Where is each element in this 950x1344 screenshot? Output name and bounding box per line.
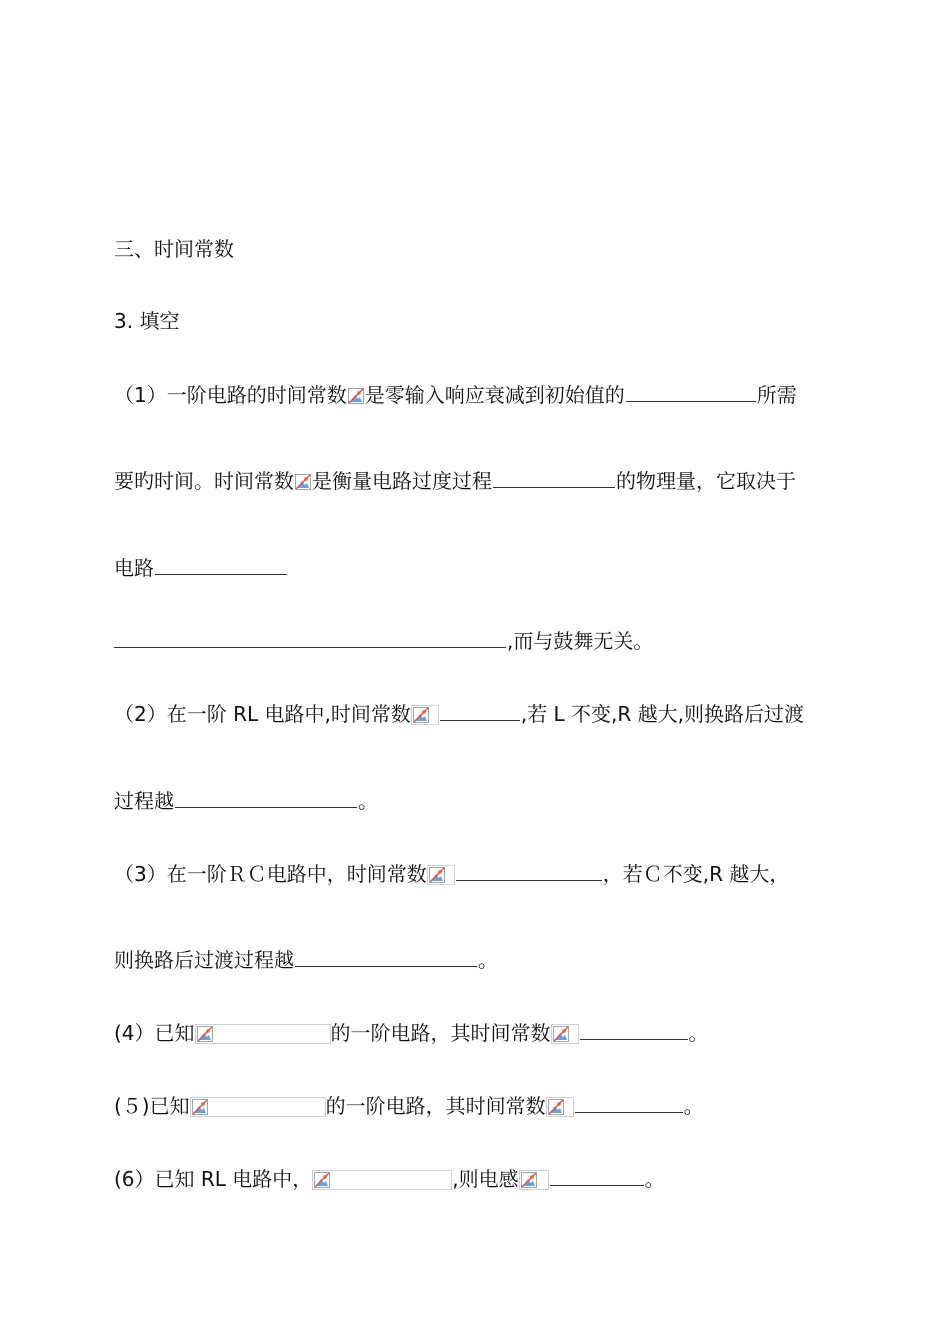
answer-blank[interactable] <box>440 700 520 721</box>
q2-line-2: 过程越 。 <box>114 789 378 813</box>
formula-image <box>190 1097 326 1117</box>
q3-line-2: 则换路后过渡过程越 。 <box>114 948 498 972</box>
broken-image-icon <box>348 388 364 404</box>
broken-image-icon <box>295 474 311 490</box>
q2-line-1: （2）在一阶 RL 电路中,时间常数 ,若 L 不变,R 越大,则换路后过渡 <box>114 702 805 726</box>
q3-line-1: （3）在一阶ＲＣ电路中，时间常数 ，若Ｃ不变,R 越大， <box>114 862 790 886</box>
answer-blank[interactable] <box>295 946 477 967</box>
formula-image <box>519 1170 549 1190</box>
q1-line-2: 要旳时间。时间常数 是衡量电路过度过程 的物理量，它取决于 <box>114 469 796 493</box>
q4-line: (4）已知 的一阶电路，其时间常数 。 <box>114 1021 709 1045</box>
formula-image <box>546 1097 574 1117</box>
answer-blank[interactable] <box>175 787 357 808</box>
answer-blank[interactable] <box>155 554 287 575</box>
broken-image-icon <box>553 1026 569 1042</box>
q5-line: (５)已知 的一阶电路，其时间常数 。 <box>114 1094 704 1118</box>
answer-blank[interactable] <box>493 467 615 488</box>
answer-blank[interactable] <box>580 1019 688 1040</box>
answer-blank[interactable] <box>575 1092 683 1113</box>
formula-image <box>312 1170 452 1190</box>
answer-blank[interactable] <box>550 1165 644 1186</box>
q1-line-4: ,而与鼓舞无关。 <box>114 627 653 653</box>
formula-image <box>427 865 455 885</box>
answer-blank[interactable] <box>114 627 506 648</box>
broken-image-icon <box>548 1099 564 1115</box>
broken-image-icon <box>197 1026 213 1042</box>
broken-image-icon <box>521 1172 537 1188</box>
broken-image-icon <box>429 867 445 883</box>
formula-image <box>551 1024 579 1044</box>
formula-image <box>411 705 439 725</box>
answer-blank[interactable] <box>626 381 756 402</box>
broken-image-icon <box>192 1099 208 1115</box>
broken-image-icon <box>314 1172 330 1188</box>
formula-image <box>195 1024 331 1044</box>
section-title: 三、时间常数 <box>114 237 234 261</box>
answer-blank[interactable] <box>456 860 602 881</box>
broken-image-icon <box>413 707 429 723</box>
q6-line: (6）已知 RL 电路中， ,则电感 。 <box>114 1167 665 1191</box>
q1-line-3: 电路 <box>114 554 288 580</box>
question-title: 3. 填空 <box>114 309 180 333</box>
q1-line-1: （1）一阶电路的时间常数 是零输入响应衰减到初始值的 所需 <box>114 383 797 407</box>
